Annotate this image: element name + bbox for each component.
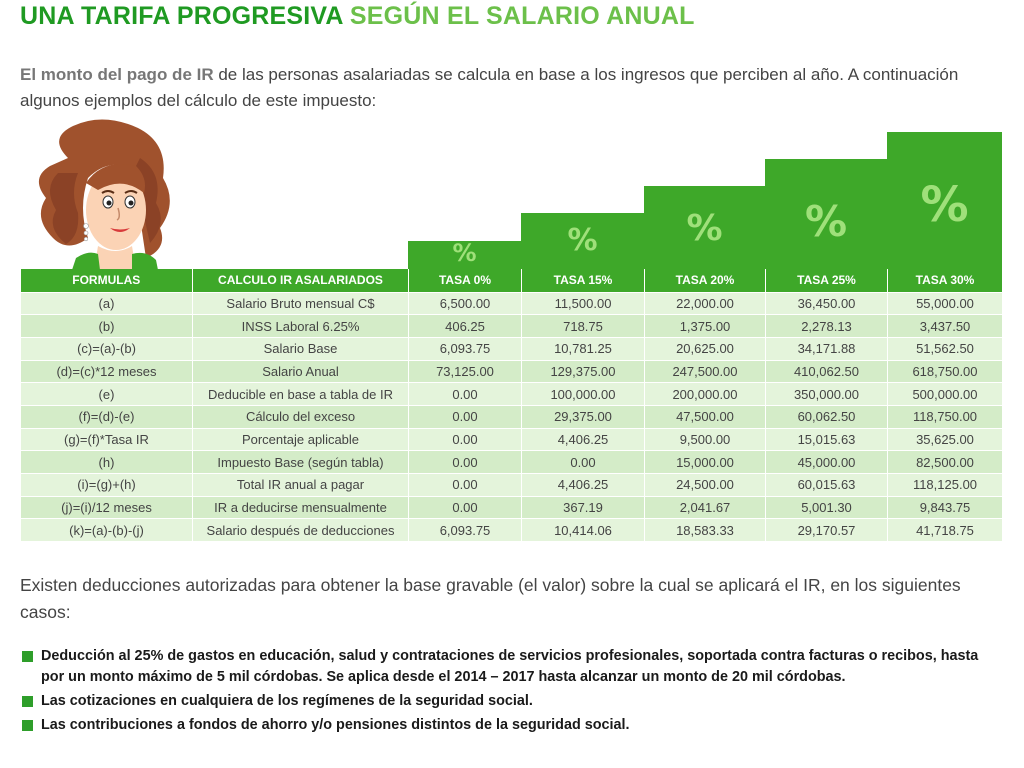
table-cell: 55,000.00 (888, 292, 1003, 315)
table-row (21, 496, 1003, 519)
table-cell: 15,000.00 (645, 451, 766, 474)
header-formulas: FORMULAS (21, 269, 193, 292)
table-cell: 4,406.25 (522, 428, 645, 451)
deductions-list (22, 646, 1002, 739)
table-row (21, 405, 1003, 428)
intro-paragraph (20, 62, 995, 114)
table-row (21, 315, 1003, 338)
table-row (21, 428, 1003, 451)
table-row (21, 519, 1003, 542)
table-cell: 73,125.00 (409, 360, 522, 383)
table-row (21, 292, 1003, 315)
header-tasa-30: TASA 30% (888, 269, 1003, 292)
table-cell: 129,375.00 (522, 360, 645, 383)
table-cell: 51,562.50 (888, 337, 1003, 360)
table-cell: (e) (21, 383, 193, 406)
table-cell: 24,500.00 (645, 474, 766, 497)
bullet-square-icon (22, 720, 33, 731)
table-cell: 3,437.50 (888, 315, 1003, 338)
table-cell: (i)=(g)+(h) (21, 474, 193, 497)
table-cell: 45,000.00 (766, 451, 888, 474)
table-cell: 10,781.25 (522, 337, 645, 360)
table-cell: 60,015.63 (766, 474, 888, 497)
woman-avatar-icon (28, 118, 178, 270)
table-cell: 29,375.00 (522, 405, 645, 428)
table-cell: (b) (21, 315, 193, 338)
list-item-text: Deducción al 25% de gastos en educación, salud y contrataciones de servicios profesionales, soportada contra facturas o recibos, hasta por un monto máximo de 5 mil córdobas. Se aplica desde el 2014 – 2017 hasta alcanzar un monto de 20 mil córdobas. (41, 648, 979, 685)
list-item (22, 691, 1002, 712)
header-calculo: CALCULO IR ASALARIADOS (193, 269, 409, 292)
table-cell: 100,000.00 (522, 383, 645, 406)
step-bar-tasa-30 (887, 132, 1002, 269)
step-bar-tasa-15 (521, 213, 644, 269)
table-cell: Salario Bruto mensual C$ (193, 292, 409, 315)
table-cell: 118,125.00 (888, 474, 1003, 497)
header-tasa-20: TASA 20% (645, 269, 766, 292)
bullet-square-icon (22, 651, 33, 662)
table-cell: 60,062.50 (766, 405, 888, 428)
table-cell: 35,625.00 (888, 428, 1003, 451)
table-cell: 15,015.63 (766, 428, 888, 451)
step-bar-tasa-25 (765, 159, 887, 269)
step-bar-tasa-20 (644, 186, 765, 269)
table-cell: 5,001.30 (766, 496, 888, 519)
table-cell: 247,500.00 (645, 360, 766, 383)
page-title (20, 2, 695, 31)
table-cell: Impuesto Base (según tabla) (193, 451, 409, 474)
table-row (21, 360, 1003, 383)
table-cell: Porcentaje aplicable (193, 428, 409, 451)
table-cell: 618,750.00 (888, 360, 1003, 383)
percent-icon: % (452, 239, 477, 267)
list-item-text: Las cotizaciones en cualquiera de los regímenes de la seguridad social. (41, 693, 533, 709)
table-cell: 41,718.75 (888, 519, 1003, 542)
table-cell: 406.25 (409, 315, 522, 338)
table-cell: 29,170.57 (766, 519, 888, 542)
ir-calculation-table (20, 269, 1003, 542)
table-cell: (f)=(d)-(e) (21, 405, 193, 428)
table-cell: Deducible en base a tabla de IR (193, 383, 409, 406)
table-cell: 2,278.13 (766, 315, 888, 338)
header-tasa-0: TASA 0% (409, 269, 522, 292)
table-cell: Salario después de deducciones (193, 519, 409, 542)
table-cell: 9,500.00 (645, 428, 766, 451)
table-cell: 9,843.75 (888, 496, 1003, 519)
table-cell: (d)=(c)*12 meses (21, 360, 193, 383)
table-cell: 34,171.88 (766, 337, 888, 360)
table-cell: (k)=(a)-(b)-(j) (21, 519, 193, 542)
table-cell: 11,500.00 (522, 292, 645, 315)
table-cell: Salario Base (193, 337, 409, 360)
list-item (22, 646, 1002, 688)
table-cell: 18,583.33 (645, 519, 766, 542)
table-row (21, 383, 1003, 406)
table-cell: (j)=(i)/12 meses (21, 496, 193, 519)
list-item (22, 715, 1002, 736)
table-cell: 0.00 (409, 428, 522, 451)
table-cell: (h) (21, 451, 193, 474)
table-cell: 718.75 (522, 315, 645, 338)
table-cell: (g)=(f)*Tasa IR (21, 428, 193, 451)
table-cell: 4,406.25 (522, 474, 645, 497)
table-cell: INSS Laboral 6.25% (193, 315, 409, 338)
percent-icon: % (686, 208, 723, 249)
deductions-intro-paragraph: Existen deducciones autorizadas para obtener la base gravable (el valor) sobre la cual se aplicará el IR, en los siguientes casos: (20, 575, 961, 622)
table-cell: 47,500.00 (645, 405, 766, 428)
percent-icon: % (567, 223, 598, 258)
table-cell: 367.19 (522, 496, 645, 519)
table-cell: 0.00 (409, 474, 522, 497)
table-cell: 20,625.00 (645, 337, 766, 360)
percent-icon: % (920, 177, 969, 233)
title-part-2: SEGÚN EL SALARIO ANUAL (349, 2, 695, 30)
table-cell: 0.00 (409, 451, 522, 474)
percent-icon: % (804, 197, 848, 246)
table-row (21, 474, 1003, 497)
step-bar-tasa-0 (408, 241, 521, 269)
table-cell: (c)=(a)-(b) (21, 337, 193, 360)
table-row (21, 337, 1003, 360)
table-cell: 500,000.00 (888, 383, 1003, 406)
title-part-1: UNA TARIFA PROGRESIVA (20, 2, 343, 30)
intro-lead: El monto del pago de IR (20, 65, 214, 84)
table-cell: 118,750.00 (888, 405, 1003, 428)
table-cell: Salario Anual (193, 360, 409, 383)
table-cell: 0.00 (409, 496, 522, 519)
table-cell: 0.00 (409, 383, 522, 406)
table-cell: 22,000.00 (645, 292, 766, 315)
list-item-text: Las contribuciones a fondos de ahorro y/o pensiones distintos de la seguridad social. (41, 717, 630, 733)
table-row (21, 451, 1003, 474)
table-cell: 2,041.67 (645, 496, 766, 519)
header-tasa-25: TASA 25% (766, 269, 888, 292)
table-header-row (21, 269, 1003, 292)
intro-text: de las personas asalariadas se calcula en base a los ingresos que perciben al año. A continuación algunos ejemplos del cálculo de este impuesto: (20, 65, 959, 110)
table-cell: Cálculo del exceso (193, 405, 409, 428)
table-cell: Total IR anual a pagar (193, 474, 409, 497)
table-cell: IR a deducirse mensualmente (193, 496, 409, 519)
table-cell: 10,414.06 (522, 519, 645, 542)
table-cell: 200,000.00 (645, 383, 766, 406)
table-cell: 6,500.00 (409, 292, 522, 315)
table-cell: 36,450.00 (766, 292, 888, 315)
table-cell: 0.00 (522, 451, 645, 474)
table-cell: 350,000.00 (766, 383, 888, 406)
table-cell: 410,062.50 (766, 360, 888, 383)
table-cell: 6,093.75 (409, 337, 522, 360)
table-cell: 1,375.00 (645, 315, 766, 338)
table-cell: 82,500.00 (888, 451, 1003, 474)
header-tasa-15: TASA 15% (522, 269, 645, 292)
table-cell: (a) (21, 292, 193, 315)
bullet-square-icon (22, 696, 33, 707)
table-cell: 6,093.75 (409, 519, 522, 542)
table-cell: 0.00 (409, 405, 522, 428)
